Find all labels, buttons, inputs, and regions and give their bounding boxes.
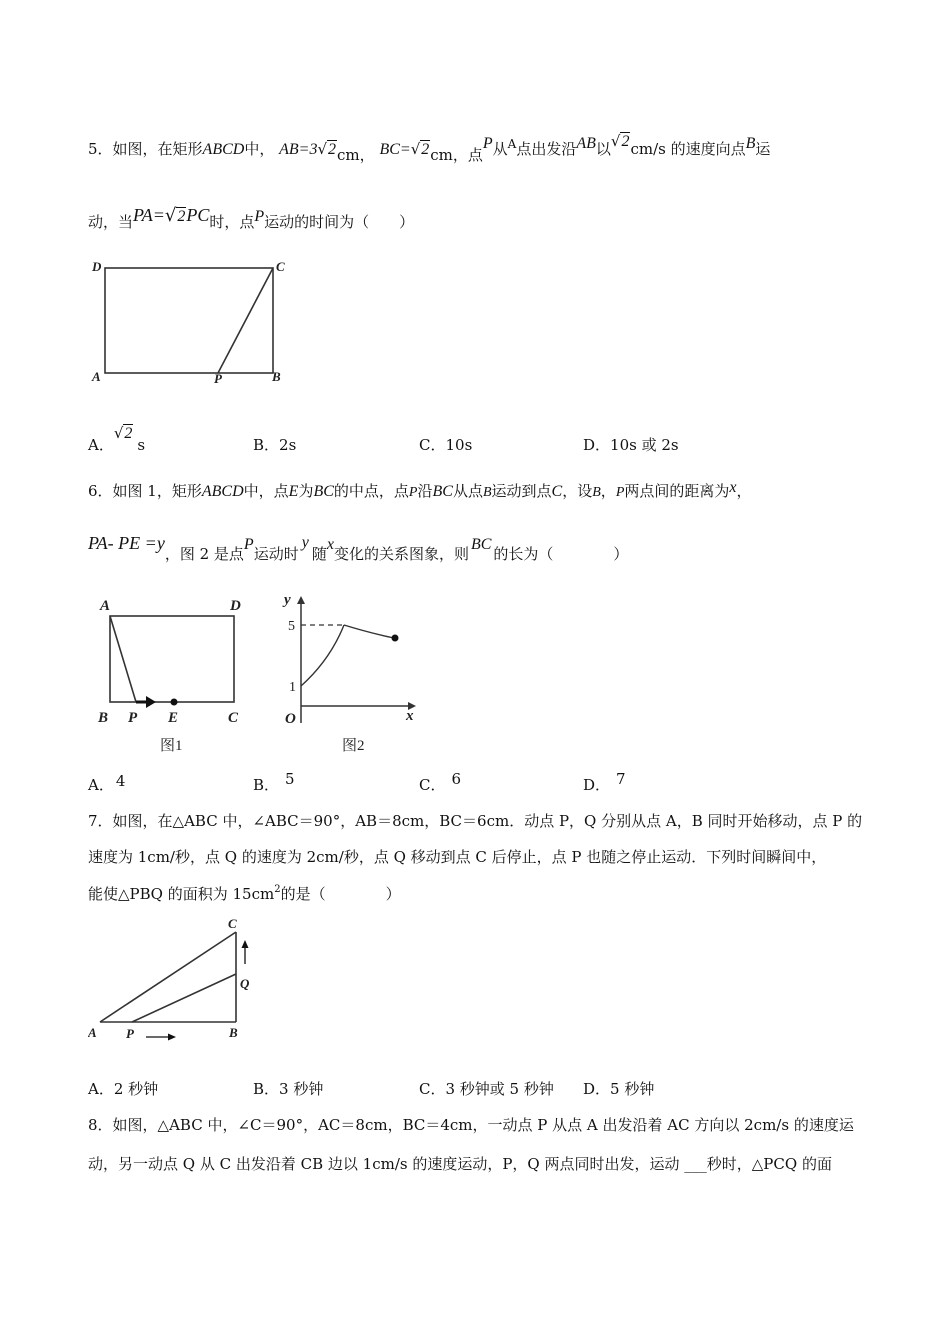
math-var: PE [118, 533, 141, 553]
text: ，设 [562, 482, 593, 500]
q5-option-d: D．10s 或 2s [583, 436, 679, 454]
q6-option-a [88, 774, 125, 795]
q7-option-a: A．2 秒钟 [88, 1080, 159, 1098]
text: C． [419, 776, 446, 794]
option-value: 4 [115, 772, 126, 790]
q5-option-b: B．2s [253, 436, 297, 454]
text: ， [736, 482, 752, 500]
q6-line1 [88, 480, 752, 504]
q6-figure-1 [88, 590, 258, 760]
text: 沿 [417, 482, 433, 500]
q7-line1: 7．如图，在△ABC 中，∠ABC＝90°，AB＝8cm，BC＝6cm．动点 P，Q 分别从点 A，B 同时开始移动，点 P 的 [88, 812, 863, 830]
text: 动，当 [88, 213, 134, 231]
label-p: P [126, 1026, 134, 1041]
text: 运 [755, 140, 771, 158]
text: 运动时 [253, 545, 299, 563]
label-x: x [406, 708, 414, 724]
math-var: PA [133, 205, 153, 225]
label-d: D [92, 259, 102, 274]
label-c: C [276, 259, 285, 274]
math-var: y [301, 534, 309, 551]
math-var: BC [379, 141, 400, 158]
q7-line2: 速度为 1cm/秒，点 Q 的速度为 2cm/秒，点 Q 移动到点 C 后停止，点 P 也随之停止运动．下列时间瞬间中， [88, 848, 827, 866]
option-value: 5 [285, 770, 295, 788]
text: 时，点 [209, 213, 255, 231]
math-var: A [507, 137, 517, 151]
superscript: 2 [274, 884, 281, 895]
math-var: B [745, 135, 756, 152]
figure-caption: 图2 [342, 738, 365, 754]
text: A． [88, 776, 114, 794]
sqrt-radicand: 2 [328, 141, 337, 158]
math-var: x [729, 479, 737, 496]
math-var: PA [88, 533, 108, 553]
text: 以 [595, 140, 611, 158]
text: 点出发沿 [516, 140, 577, 158]
q5-line1 [88, 132, 771, 164]
math-var: B [482, 485, 492, 500]
sqrt-symbol: √2 [610, 132, 630, 150]
text: 两点间的距离为 [624, 482, 730, 500]
text: 为 [298, 482, 314, 500]
text: 中， [244, 140, 275, 158]
q6-option-c [419, 770, 462, 795]
label-a: A [88, 1025, 97, 1040]
math-var: P [482, 135, 493, 152]
label-o: O [285, 711, 296, 727]
text: D． [583, 776, 611, 794]
text: ， [600, 482, 616, 500]
sqrt-symbol: √2 [164, 205, 186, 226]
q8-line1: 8．如图，△ABC 中，∠C＝90°，AC＝8cm，BC＝4cm，一动点 P 从点 A 出发沿着 AC 方向以 2cm/s 的速度运 [88, 1116, 854, 1134]
label-5: 5 [288, 619, 295, 634]
figure-caption: 图1 [160, 738, 183, 754]
math-op: - [107, 533, 119, 553]
sqrt-symbol: √2 [317, 140, 337, 158]
sqrt-radicand: 2 [177, 208, 186, 225]
q5-option-c: C．10s [419, 436, 473, 454]
math-var: ABCD [201, 483, 244, 500]
q7-option-c: C．3 秒钟或 5 秒钟 [419, 1080, 554, 1098]
text: A． [88, 436, 114, 454]
label-c: C [228, 916, 237, 931]
math-var: P [408, 485, 418, 500]
q5-option-a [88, 424, 146, 455]
option-value: 7 [616, 770, 626, 788]
text: cm， [337, 146, 375, 164]
math-var: BC [470, 536, 492, 553]
q7-option-d: D．5 秒钟 [583, 1080, 655, 1098]
sqrt-radicand: 2 [421, 141, 430, 158]
math-var: B [592, 485, 601, 500]
label-b: B [229, 1025, 238, 1040]
q7-option-b: B．3 秒钟 [253, 1080, 324, 1098]
text: 从 [492, 140, 508, 158]
math-var: x [326, 536, 334, 553]
label-b: B [98, 710, 109, 726]
text: 5．如图，在矩形 [88, 140, 203, 158]
label-a: A [92, 369, 101, 384]
label-q: Q [240, 976, 250, 991]
q6-line2 [88, 533, 629, 563]
label-b: B [272, 369, 281, 384]
text: 随 [311, 545, 327, 563]
text: 变化的关系图象，则 [333, 545, 469, 563]
sqrt-symbol: √2 [113, 424, 133, 442]
text: B． [253, 776, 280, 794]
text: 的长为（ ） [493, 545, 629, 563]
math-var: C [551, 483, 563, 500]
math-op: =3 [298, 141, 318, 158]
math-var: BC [313, 483, 334, 500]
text: 运动到点 [491, 482, 552, 500]
label-a: A [100, 598, 111, 614]
math-var: PC [186, 205, 210, 225]
text: 能使△PBQ 的面积为 15cm [88, 885, 275, 903]
q8-line2: 动，另一动点 Q 从 C 出发沿着 CB 边以 1cm/s 的速度运动，P，Q 两点同时出发，运动 ___秒时，△PCQ 的面 [88, 1155, 832, 1173]
math-var: BC [432, 483, 453, 500]
sqrt-radicand: 2 [621, 133, 630, 150]
text: cm/s 的速度向点 [630, 140, 746, 158]
math-var: P [615, 485, 625, 500]
q7-line3 [88, 883, 401, 908]
math-var: ABCD [202, 141, 245, 158]
math-var: AB [576, 135, 596, 152]
q6-option-b [253, 770, 295, 795]
text: s [137, 436, 146, 454]
text: 6．如图 1，矩形 [88, 482, 202, 500]
text: 运动的时间为（ ） [264, 213, 415, 231]
math-var: P [254, 208, 265, 225]
math-op: = [152, 205, 165, 225]
text: 的是（ ） [280, 885, 401, 903]
text: 的中点，点 [333, 482, 409, 500]
math-op: = [399, 141, 411, 158]
math-var: y [156, 533, 165, 553]
label-p: P [128, 710, 138, 726]
label-e: E [168, 710, 179, 726]
label-c: C [228, 710, 239, 726]
label-1: 1 [289, 680, 296, 695]
sqrt-radicand: 2 [124, 425, 133, 442]
label-p: P [214, 371, 222, 386]
math-var: AB [279, 141, 299, 158]
q7-figure-triangle [88, 912, 268, 1047]
q5-line2 [88, 205, 415, 234]
q6-option-d [583, 770, 626, 795]
math-var: P [243, 536, 254, 553]
q6-figure-2 [278, 588, 428, 760]
text: 从点 [452, 482, 483, 500]
text: ，图 2 是点 [164, 545, 244, 563]
label-y: y [284, 592, 291, 608]
math-op: = [140, 533, 157, 553]
sqrt-symbol: √2 [410, 140, 430, 158]
q5-figure-rectangle [88, 255, 298, 390]
math-var: E [288, 483, 299, 500]
text: 中，点 [243, 482, 289, 500]
option-value: 6 [451, 770, 462, 788]
text: cm，点 [430, 146, 483, 164]
label-d: D [230, 598, 241, 614]
